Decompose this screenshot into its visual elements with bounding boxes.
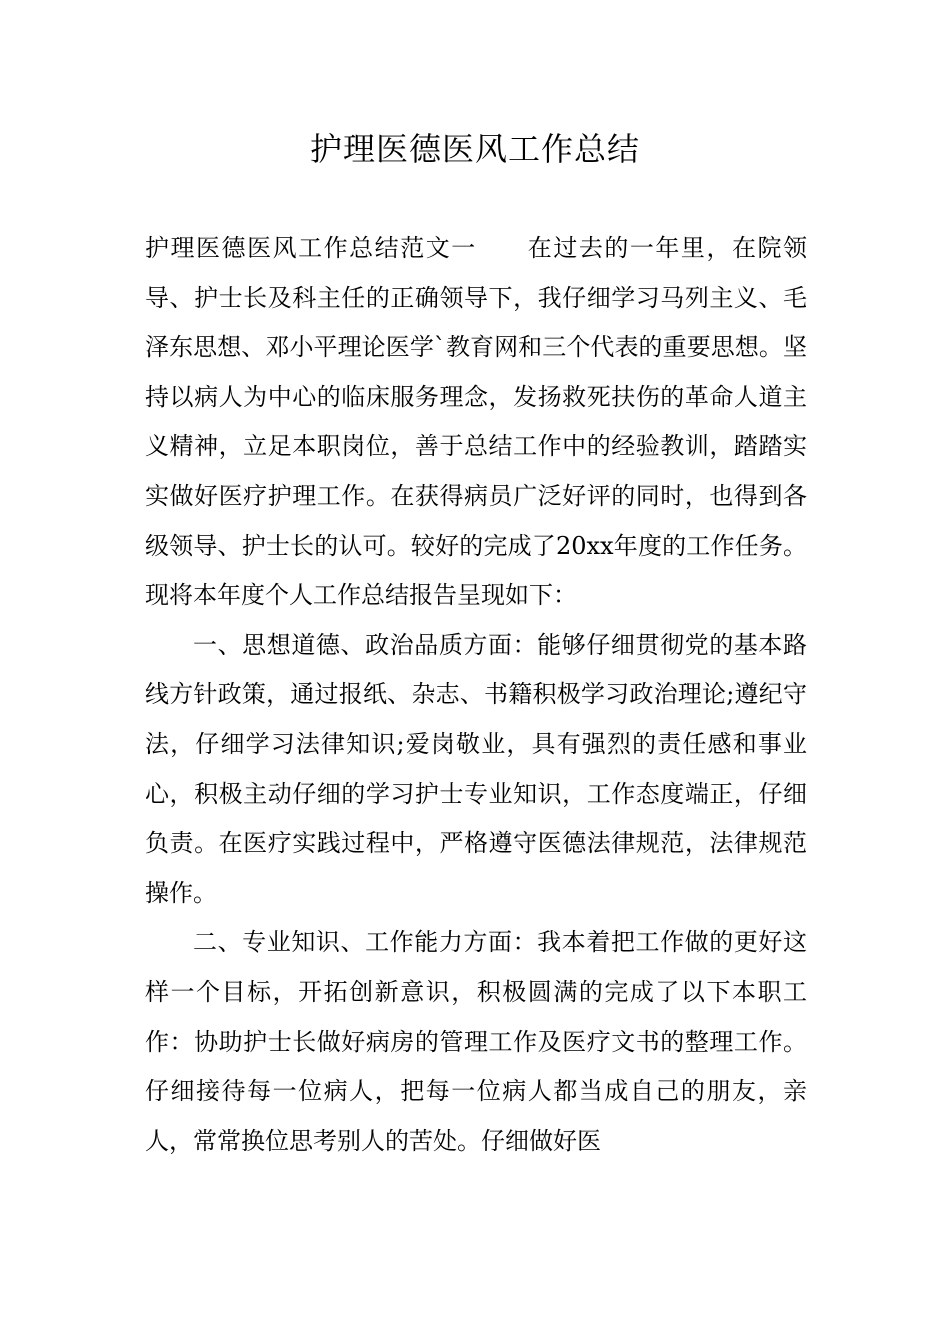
document-body <box>145 224 807 1166</box>
paragraph-professional: 二、专业知识、工作能力方面：我本着把工作做的更好这样一个目标，开拓创新意识，积极圆满的完成了以下本职工作：协助护士长做好病房的管理工作及医疗文书的整理工作。仔细接待每一位病人，把每一位病人都当成自己的朋友，亲人，常常换位思考别人的苦处。仔细做好医 <box>145 928 807 1155</box>
document-title: 护理医德医风工作总结 <box>309 130 640 168</box>
paragraph-ideology: 一、思想道德、政治品质方面：能够仔细贯彻党的基本路线方针政策，通过报纸、杂志、书籍积极学习政治理论;遵纪守法，仔细学习法律知识;爱岗敬业，具有强烈的责任感和事业心，积极主动仔细的学习护士专业知识，工作态度端正，仔细负责。在医疗实践过程中，严格遵守医德法律规范，法律规范操作。 <box>145 630 807 907</box>
paragraph-intro: 护理医德医风工作总结范文一 在过去的一年里，在院领导、护士长及科主任的正确领导下，我仔细学习马列主义、毛泽东思想、邓小平理论医学`教育网和三个代表的重要思想。坚持以病人为中心的临床服务理念，发扬救死扶伤的革命人道主义精神，立足本职岗位，善于总结工作中的经验教训，踏踏实实做好医疗护理工作。在获得病员广泛好评的同时，也得到各级领导、护士长的认可。较好的完成了20xx年度的工作任务。现将本年度个人工作总结报告呈现如下： <box>145 234 807 610</box>
